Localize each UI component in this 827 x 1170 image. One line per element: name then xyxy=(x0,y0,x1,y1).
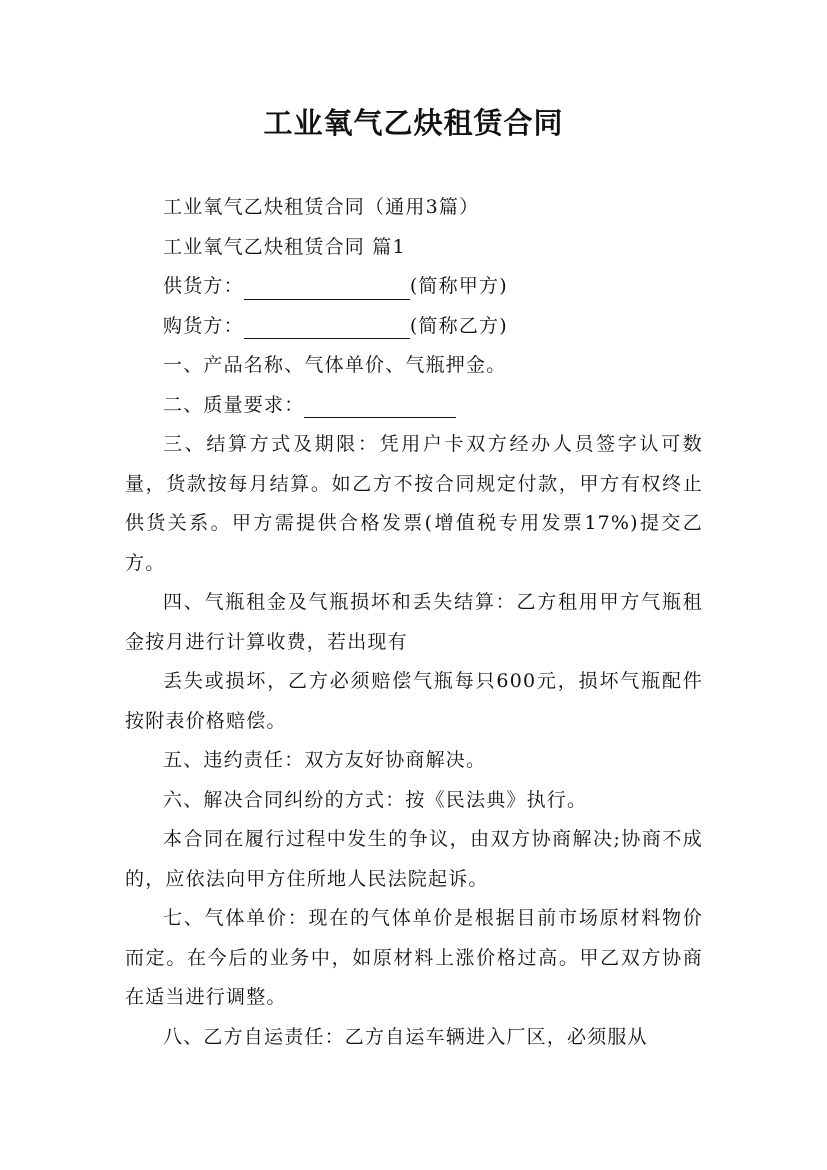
supplier-suffix: (简称甲方) xyxy=(409,275,508,297)
clause-5: 五、违约责任：双方友好协商解决。 xyxy=(163,749,487,771)
buyer-suffix: (简称乙方) xyxy=(409,314,508,337)
quality-label: 二、质量要求： xyxy=(163,393,305,416)
clause-4: 四、气瓶租金及气瓶损坏和丢失结算：乙方租用甲方气瓶租金按月进行计算收费，若出现有 xyxy=(125,591,703,653)
supplier-label: 供货方： xyxy=(163,275,244,297)
quality-blank xyxy=(304,393,456,418)
clause-6: 六、解决合同纠纷的方式：按《民法典》执行。 xyxy=(163,788,588,811)
supplier-blank xyxy=(244,275,410,300)
buyer-label: 购货方： xyxy=(163,314,244,337)
buyer-blank xyxy=(244,314,410,339)
buyer-line xyxy=(125,307,703,347)
clause-1: 一、产品名称、气体单价、气瓶押金。 xyxy=(163,354,507,376)
supplier-line xyxy=(125,267,703,307)
clause-6-note: 本合同在履行过程中发生的争议，由双方协商解决;协商不成的，应依法向甲方住所地人民法院起诉。 xyxy=(125,828,703,890)
section-heading: 工业氧气乙炔租赁合同 篇1 xyxy=(163,235,406,258)
clause-3: 三、结算方式及期限：凭用户卡双方经办人员签字认可数量，货款按每月结算。如乙方不按合同规定付款，甲方有权终止供货关系。甲方需提供合格发票(增值税专用发票17%)提交乙方。 xyxy=(125,433,703,574)
clause-7: 七、气体单价：现在的气体单价是根据目前市场原材料物价而定。在今后的业务中，如原材料上涨价格过高。甲乙双方协商在适当进行调整。 xyxy=(125,907,703,1008)
collection-heading: 工业氧气乙炔租赁合同（通用3篇） xyxy=(163,196,480,218)
document-title: 工业氧气乙炔租赁合同 xyxy=(263,106,564,140)
clause-8: 八、乙方自运责任：乙方自运车辆进入厂区，必须服从 xyxy=(163,1025,648,1048)
clause-2 xyxy=(125,386,703,426)
clause-4-continued: 丢失或损坏，乙方必须赔偿气瓶每只600元，损坏气瓶配件按附表价格赔偿。 xyxy=(125,670,703,732)
document-body xyxy=(125,188,703,1057)
